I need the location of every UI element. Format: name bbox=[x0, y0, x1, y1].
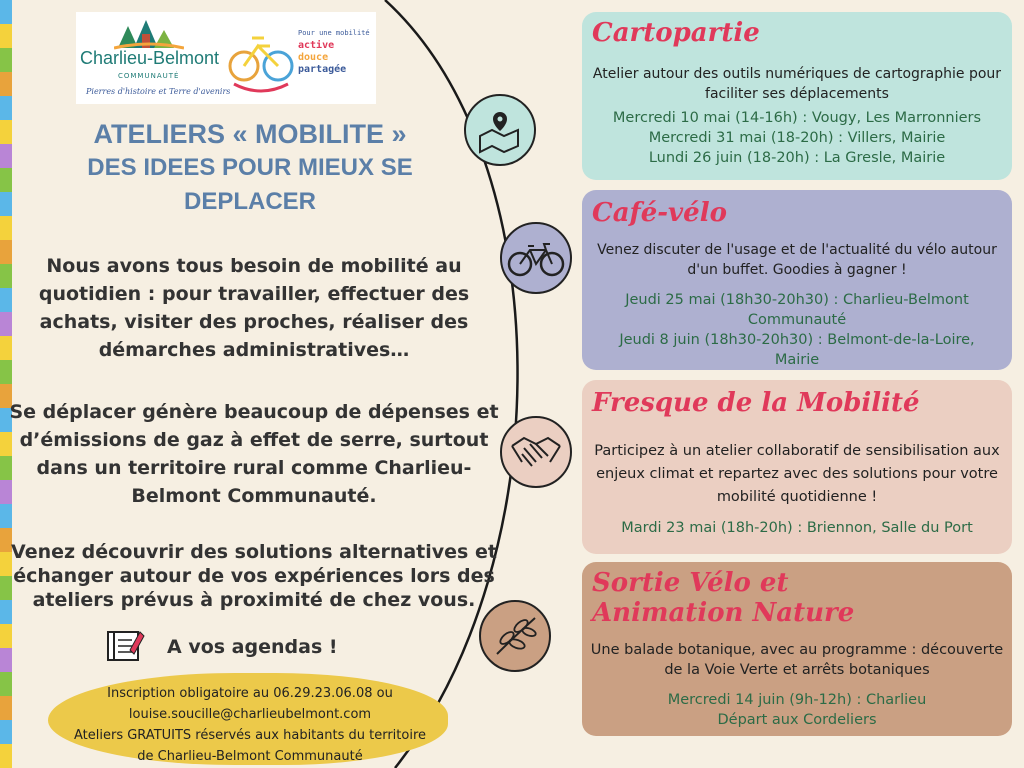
mobility-word-douce: douce bbox=[298, 52, 329, 63]
intro-paragraph-3: Venez découvrir des solutions alternatives et échanger autour de vos expériences lors des ateliers prévus à proximité de chez vous. bbox=[11, 541, 497, 611]
map-icon bbox=[466, 96, 534, 164]
plant-icon-circle bbox=[479, 600, 551, 672]
card-date: Mercredi 10 mai (14-16h) : Vougy, Les Marronniers bbox=[612, 110, 982, 126]
inscription-line-4: de Charlieu-Belmont Communauté bbox=[137, 749, 363, 764]
intro-paragraph-1: Nous avons tous besoin de mobilité au quotidien : pour travailler, effectuer des achats, visiter des proches, réaliser des démarches administratives… bbox=[38, 255, 470, 361]
plant-icon bbox=[481, 602, 549, 670]
mobility-word-partagee: partagée bbox=[298, 64, 347, 75]
inscription-line-1: Inscription obligatoire au 06.29.23.06.08 ou bbox=[107, 686, 393, 701]
title-line-3: DEPLACER bbox=[183, 188, 316, 215]
bike-logo-icon bbox=[226, 18, 296, 98]
page-title bbox=[40, 117, 460, 219]
card-date: Mardi 23 mai (18h-20h) : Briennon, Salle du Port bbox=[621, 520, 973, 536]
logo-name: Charlieu-Belmont bbox=[80, 48, 220, 68]
bicycle-icon-circle bbox=[500, 222, 572, 294]
bicycle-icon bbox=[502, 224, 570, 292]
card-date: Départ aux Cordeliers bbox=[717, 712, 877, 728]
card-cartopartie bbox=[582, 12, 1012, 180]
agenda-label: A vos agendas ! bbox=[167, 636, 338, 658]
notebook-icon bbox=[104, 628, 148, 664]
card-date: Lundi 26 juin (18-20h) : La Gresle, Mairie bbox=[648, 150, 946, 166]
card-sortie-velo-nature bbox=[582, 562, 1012, 736]
logo-subtitle: COMMUNAUTÉ bbox=[118, 72, 180, 80]
trees-logo-icon bbox=[114, 16, 184, 50]
inscription-line-3: Ateliers GRATUITS réservés aux habitants du territoire bbox=[74, 728, 426, 743]
mobility-word-active: active bbox=[298, 40, 335, 51]
card-date: Mercredi 14 juin (9h-12h) : Charlieu bbox=[667, 692, 927, 708]
card-date: Jeudi 25 mai (18h30-20h30) : Charlieu-Belmont Communauté bbox=[625, 292, 969, 328]
card-date: Mercredi 31 mai (18-20h) : Villers, Mairie bbox=[648, 130, 946, 146]
map-icon-circle bbox=[464, 94, 536, 166]
card-cafe-velo bbox=[582, 190, 1012, 370]
card-fresque-mobilite bbox=[582, 380, 1012, 554]
card-title: Sortie Vélo et Animation Nature bbox=[592, 568, 855, 628]
title-line-2: DES IDEES POUR MIEUX SE bbox=[87, 154, 413, 181]
card-date: Jeudi 8 juin (18h30-20h30) : Belmont-de-la-Loire, Mairie bbox=[619, 332, 975, 368]
card-description: Participez à un atelier collaboratif de sensibilisation aux enjeux climat et repartez avec des solutions pour votre mobilité quotidienne ! bbox=[594, 443, 1000, 505]
handshake-icon bbox=[502, 418, 570, 486]
inscription-email[interactable]: louise.soucille@charlieubelmont.com bbox=[128, 707, 372, 722]
card-title: Fresque de la Mobilité bbox=[592, 388, 920, 418]
card-description: Venez discuter de l'usage et de l'actualité du vélo autour d'un buffet. Goodies à gagner ! bbox=[597, 242, 997, 278]
logo-tagline: Pierres d'histoire et Terre d'avenirs bbox=[86, 87, 231, 96]
title-line-1: ATELIERS « MOBILITE » bbox=[93, 119, 407, 149]
intro-paragraph-2: Se déplacer génère beaucoup de dépenses et d’émissions de gaz à effet de serre, surtout dans un territoire rural comme Charlieu-Belmont Communauté. bbox=[9, 401, 499, 507]
mobility-intro: Pour une mobilité bbox=[298, 29, 370, 37]
card-title: Cartopartie bbox=[592, 18, 760, 48]
handshake-icon-circle bbox=[500, 416, 572, 488]
logo-box bbox=[76, 12, 376, 104]
inscription-text bbox=[40, 683, 460, 767]
card-description: Atelier autour des outils numériques de cartographie pour faciliter ses déplacements bbox=[592, 66, 1002, 102]
card-description: Une balade botanique, avec au programme : découverte de la Voie Verte et arrêts botaniques bbox=[590, 642, 1004, 678]
card-title: Café-vélo bbox=[592, 198, 727, 228]
